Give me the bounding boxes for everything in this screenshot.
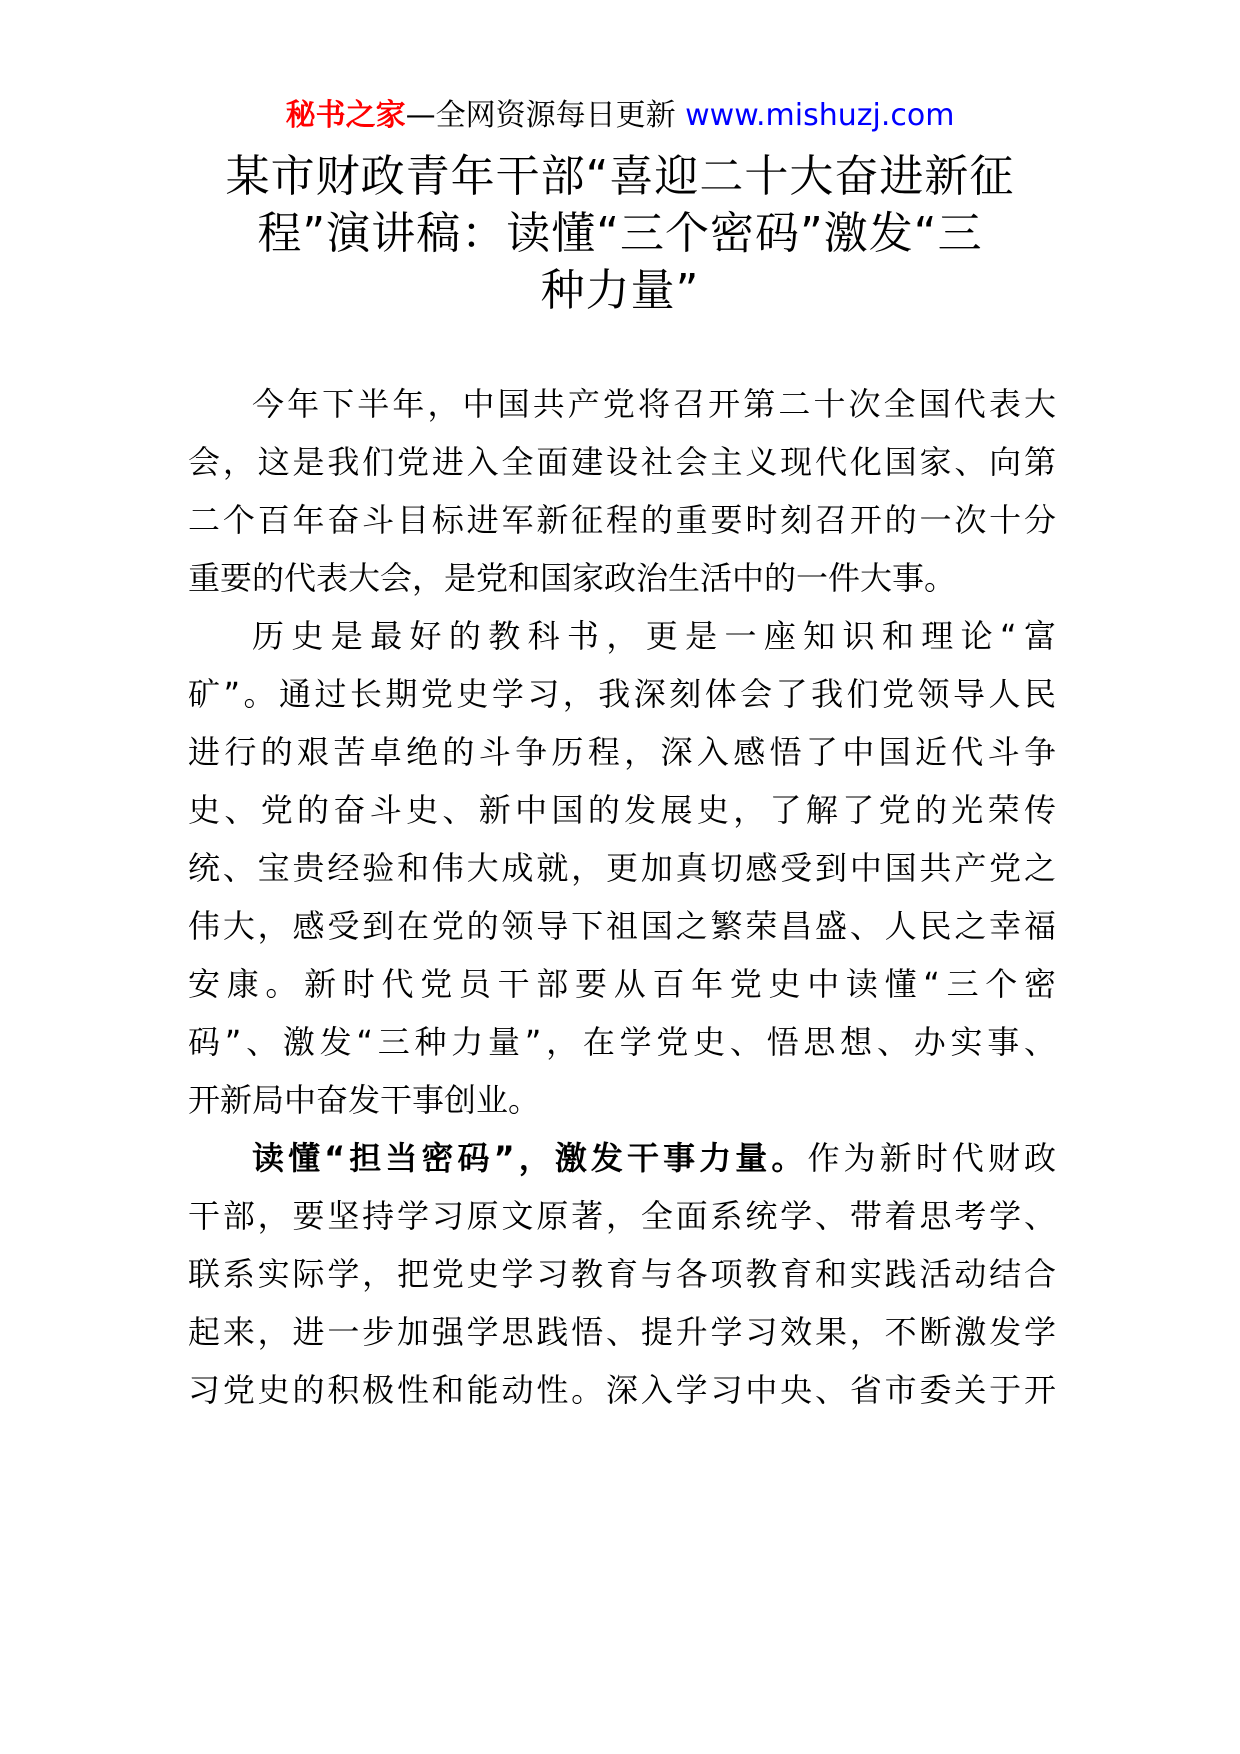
text-line: 历史是最好的教科书，更是一座知识和理论“富	[252, 617, 1056, 655]
text-line: 史、党的奋斗史、新中国的发展史，了解了党的光荣传	[188, 791, 1056, 829]
section-heading: 读懂“担当密码”，激发干事力量。	[252, 1139, 808, 1177]
text-line: 伟大，感受到在党的领导下祖国之繁荣昌盛、人民之幸福	[188, 907, 1056, 945]
text-run: 作为新时代财政	[807, 1139, 1056, 1177]
text-line: 起来，进一步加强学思践悟、提升学习效果，不断激发学	[188, 1313, 1056, 1351]
title-line: 种力量”	[540, 265, 700, 316]
text-line: 统、宝贵经验和伟大成就，更加真切感受到中国共产党之	[188, 849, 1056, 887]
text-line	[252, 1136, 1056, 1180]
text-line: 开新局中奋发干事创业。	[188, 1081, 541, 1119]
text-line: 码”、激发“三种力量”，在学党史、悟思想、办实事、	[188, 1023, 1056, 1061]
site-url-link[interactable]: www.mishuzj.com	[685, 98, 955, 133]
text-line: 矿”。通过长期党史学习，我深刻体会了我们党领导人民	[188, 675, 1056, 713]
header-tagline: —全网资源每日更新	[405, 98, 676, 133]
site-header	[0, 96, 1240, 136]
brand-name: 秘书之家	[285, 98, 406, 133]
text-line: 今年下半年，中国共产党将召开第二十次全国代表大	[252, 385, 1056, 423]
text-line: 会，这是我们党进入全面建设社会主义现代化国家、向第	[188, 443, 1056, 481]
text-line: 二个百年奋斗目标进军新征程的重要时刻召开的一次十分	[188, 501, 1056, 539]
text-line: 安康。新时代党员干部要从百年党史中读懂“三个密	[188, 965, 1056, 1003]
title-line: 程”演讲稿：读懂“三个密码”激发“三	[257, 208, 983, 259]
text-line: 习党史的积极性和能动性。深入学习中央、省市委关于开	[188, 1371, 1056, 1409]
text-line: 联系实际学，把党史学习教育与各项教育和实践活动结合	[188, 1255, 1056, 1293]
text-line: 进行的艰苦卓绝的斗争历程，深入感悟了中国近代斗争	[188, 733, 1056, 771]
text-line: 干部，要坚持学习原文原著，全面系统学、带着思考学、	[188, 1197, 1056, 1235]
text-line: 重要的代表大会，是党和国家政治生活中的一件大事。	[188, 559, 957, 597]
title-line: 某市财政青年干部“喜迎二十大奋进新征	[225, 151, 1015, 202]
